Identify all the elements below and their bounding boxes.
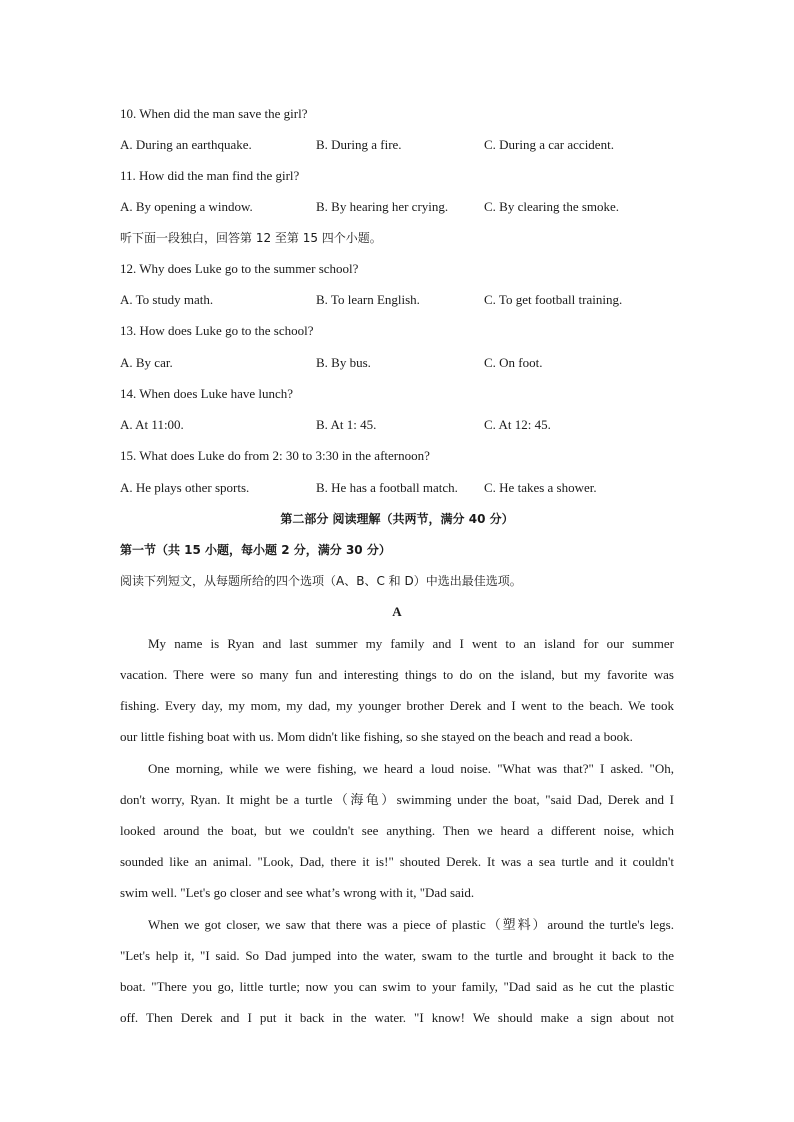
- option-b: B. At 1: 45.: [316, 417, 377, 432]
- passage-line: boat. "There you go, little turtle; now you can swim to your family, "Dad said as he cut the plastic: [120, 979, 674, 994]
- option-b: B. During a fire.: [316, 137, 402, 152]
- option-b: B. To learn English.: [316, 292, 420, 307]
- option-a: A. During an earthquake.: [120, 137, 252, 152]
- option-c: C. He takes a shower.: [484, 480, 597, 495]
- option-c: C. At 12: 45.: [484, 417, 551, 432]
- question-stem: 11. How did the man find the girl?: [120, 168, 300, 183]
- option-a: A. By opening a window.: [120, 199, 253, 214]
- passage-line: looked around the boat, but we couldn't see anything. Then we heard a different noise, which: [120, 823, 674, 838]
- passage-line: When we got closer, we saw that there was a piece of plastic（塑料）around the turtle's legs.: [148, 917, 674, 932]
- option-b: B. By hearing her crying.: [316, 199, 449, 214]
- question-stem: 10. When did the man save the girl?: [120, 106, 308, 121]
- passage-line: off. Then Derek and I put it back in the water. "I know! We should make a sign about not: [120, 1010, 674, 1025]
- option-a: A. By car.: [120, 355, 173, 370]
- passage-line: swim well. "Let's go closer and see what’s wrong with it, "Dad said.: [120, 885, 475, 900]
- passage-line: vacation. There were so many fun and interesting things to do on the island, but my favorite was: [120, 667, 674, 682]
- option-c: C. During a car accident.: [484, 137, 614, 152]
- question-stem: 14. When does Luke have lunch?: [120, 386, 294, 401]
- part-title: 第二部分 阅读理解（共两节，满分 40 分）: [280, 512, 514, 526]
- question-stem: 13. How does Luke go to the school?: [120, 323, 314, 338]
- reading-instruction: 阅读下列短文，从每题所给的四个选项（A、B、C 和 D）中选出最佳选项。: [120, 574, 522, 588]
- option-c: C. By clearing the smoke.: [484, 199, 620, 214]
- section-title: 第一节（共 15 小题，每小题 2 分，满分 30 分）: [120, 543, 391, 557]
- option-b: B. By bus.: [316, 355, 371, 370]
- option-b: B. He has a football match.: [316, 480, 458, 495]
- passage-line: don't worry, Ryan. It might be a turtle（海龟）swimming under the boat, "said Dad, Derek and I: [120, 792, 674, 807]
- option-a: A. At 11:00.: [120, 417, 184, 432]
- option-c: C. On foot.: [484, 355, 543, 370]
- option-a: A. He plays other sports.: [120, 480, 250, 495]
- passage-label: A: [392, 604, 402, 619]
- passage-line: "Let's help it, "I said. So Dad jumped into the water, swam to the turtle and brought it back to the: [120, 948, 674, 963]
- passage-line: My name is Ryan and last summer my family and I went to an island for our summer: [148, 636, 674, 651]
- passage-line: our little fishing boat with us. Mom didn't like fishing, so she stayed on the beach and read a book.: [120, 729, 633, 744]
- listening-instruction: 听下面一段独白，回答第 12 至第 15 四个小题。: [120, 231, 382, 245]
- question-stem: 15. What does Luke do from 2: 30 to 3:30 in the afternoon?: [120, 448, 430, 463]
- option-a: A. To study math.: [120, 292, 214, 307]
- option-c: C. To get football training.: [484, 292, 623, 307]
- question-stem: 12. Why does Luke go to the summer school?: [120, 261, 359, 276]
- passage-line: sounded like an animal. "Look, Dad, there it is!" shouted Derek. It was a sea turtle and it couldn't: [120, 854, 674, 869]
- passage-line: fishing. Every day, my mom, my dad, my younger brother Derek and I went to the beach. We took: [120, 698, 674, 713]
- passage-line: One morning, while we were fishing, we heard a loud noise. "What was that?" I asked. "Oh,: [148, 761, 674, 776]
